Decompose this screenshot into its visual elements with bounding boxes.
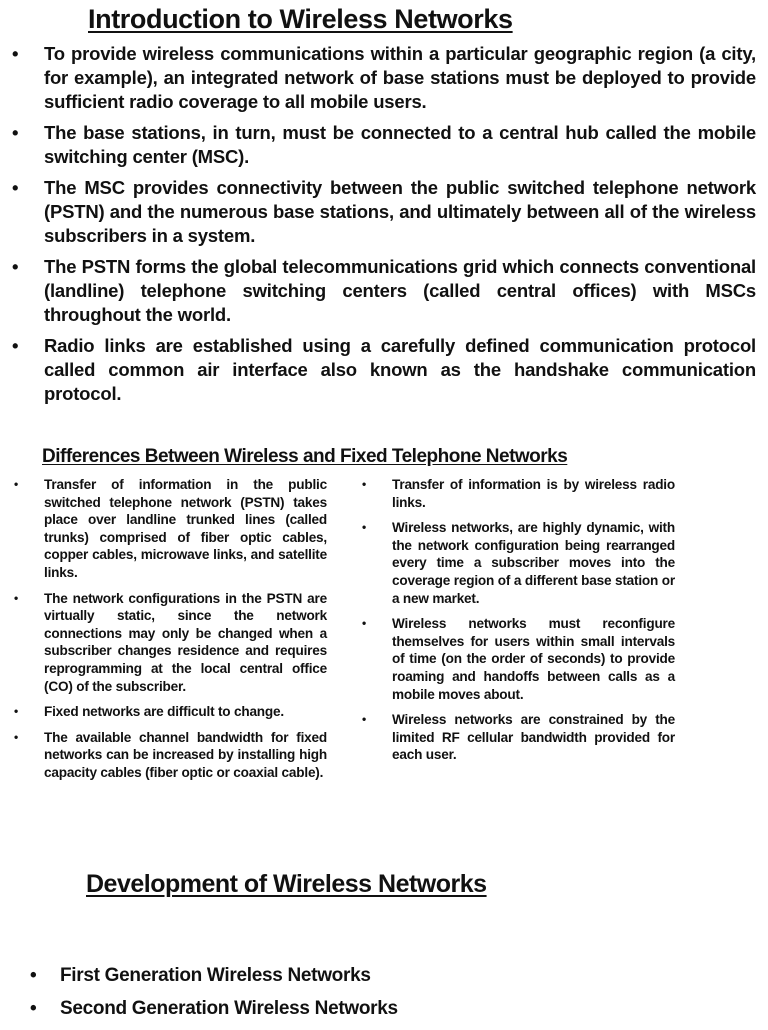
intro-item	[12, 334, 756, 406]
bullet-icon: •	[362, 477, 367, 491]
bullet-icon: •	[14, 590, 19, 605]
bullet-icon: •	[362, 616, 367, 631]
development-title: Development of Wireless Networks	[86, 870, 487, 898]
bullet-icon: •	[12, 122, 19, 143]
bullet-icon: •	[12, 256, 19, 277]
bullet-icon: •	[12, 335, 19, 356]
wireless-network-item-text: Transfer of information is by wireless radio links.	[392, 477, 675, 510]
wireless-network-item-text: Wireless networks are constrained by the limited RF cellular bandwidth provided for each user.	[392, 712, 675, 763]
intro-item	[12, 42, 756, 114]
bullet-icon: •	[14, 477, 19, 491]
intro-item-text: The PSTN forms the global telecommunications grid which connects conventional (landline) telephone switching centers (called central offices) with MSCs throughout the world.	[44, 256, 756, 325]
fixed-network-item-text: Transfer of information in the public switched telephone network (PSTN) takes place over landline trunked lines (called trunks) comprised of fiber optic cables, copper cables, microwave links, and satellite links.	[44, 477, 327, 580]
wireless-network-item	[362, 615, 675, 703]
intro-item	[12, 121, 756, 169]
fixed-network-item	[14, 729, 327, 782]
bullet-icon: •	[12, 177, 19, 198]
wireless-network-item	[362, 519, 675, 607]
fixed-network-column	[14, 476, 327, 790]
intro-bullet-list	[12, 42, 756, 413]
bullet-icon: •	[30, 965, 37, 986]
generation-item-text: Second Generation Wireless Networks	[60, 998, 398, 1019]
wireless-network-item-text: Wireless networks must reconfigure themselves for users within small intervals of time (on the order of seconds) to provide roaming and handoffs between calls as a mobile moves about.	[392, 616, 675, 702]
generation-item	[30, 964, 398, 988]
page-title: Introduction to Wireless Networks	[88, 4, 513, 34]
wireless-network-item-text: Wireless networks, are highly dynamic, with the network configuration being rearranged every time a subscriber moves into the coverage region of a different base station or a new market.	[392, 520, 675, 606]
bullet-icon: •	[14, 704, 19, 719]
intro-item-text: The base stations, in turn, must be connected to a central hub called the mobile switching center (MSC).	[44, 122, 756, 167]
generation-list	[30, 964, 398, 1030]
differences-title: Differences Between Wireless and Fixed Telephone Networks	[42, 446, 568, 467]
wireless-network-item	[362, 711, 675, 764]
fixed-network-item	[14, 590, 327, 696]
generation-item	[30, 997, 398, 1021]
bullet-icon: •	[362, 712, 367, 727]
intro-item	[12, 255, 756, 327]
generation-item-text: First Generation Wireless Networks	[60, 965, 371, 986]
fixed-network-item-text: The network configurations in the PSTN are virtually static, since the network connections may only be changed when a subscriber changes residence and requires reprogramming at the local central office (CO) of the subscriber.	[44, 590, 327, 694]
intro-item-text: To provide wireless communications within a particular geographic region (a city, for example), an integrated network of base stations must be deployed to provide sufficient radio coverage to all mobile users.	[44, 43, 756, 112]
bullet-icon: •	[12, 43, 19, 64]
intro-item-text: The MSC provides connectivity between the public switched telephone network (PSTN) and the numerous base stations, and ultimately between all of the wireless subscribers in a system.	[44, 177, 756, 246]
wireless-network-column	[362, 476, 675, 772]
fixed-network-item-text: Fixed networks are difficult to change.	[44, 704, 284, 720]
intro-item-text: Radio links are established using a carefully defined communication protocol called common air interface also known as the handshake communication protocol.	[44, 335, 756, 404]
fixed-network-item	[14, 476, 327, 582]
bullet-icon: •	[362, 520, 367, 535]
wireless-network-item	[362, 476, 675, 511]
bullet-icon: •	[14, 729, 19, 744]
intro-item	[12, 176, 756, 248]
bullet-icon: •	[30, 998, 37, 1019]
fixed-network-item-text: The available channel bandwidth for fixed networks can be increased by installing high capacity cables (fiber optic or coaxial cable).	[44, 729, 327, 780]
fixed-network-item	[14, 703, 327, 721]
